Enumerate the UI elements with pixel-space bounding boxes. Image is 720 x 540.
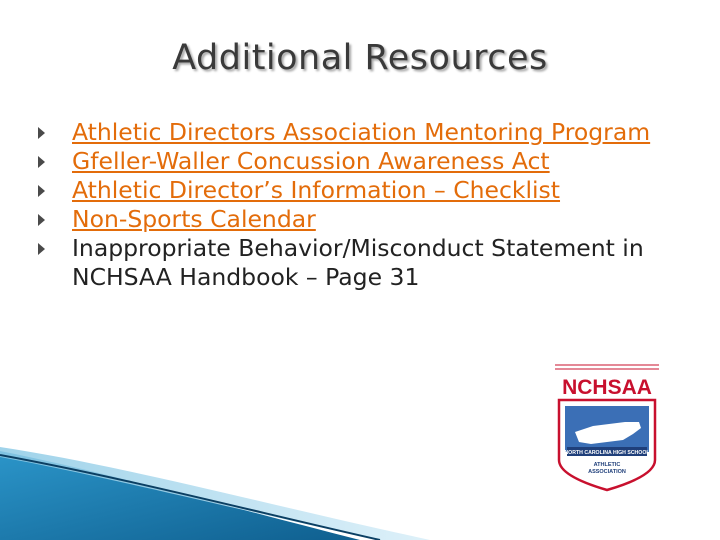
logo-banner: NORTH CAROLINA HIGH SCHOOL (564, 450, 650, 456)
mentoring-program-link[interactable]: Athletic Directors Association Mentoring Program (72, 118, 651, 146)
resource-list (38, 118, 708, 292)
list-item (38, 147, 708, 176)
list-item (38, 234, 708, 292)
checklist-link[interactable]: Athletic Director’s Information – Checklist (72, 176, 561, 204)
bullet-arrow-icon (38, 156, 45, 168)
decorative-swoosh (0, 445, 720, 540)
list-item (38, 176, 708, 205)
bullet-arrow-icon (38, 185, 45, 197)
non-sports-calendar-link[interactable]: Non-Sports Calendar (72, 205, 316, 233)
logo-line2: ASSOCIATION (588, 469, 626, 475)
list-item (38, 205, 708, 234)
handbook-statement-text: Inappropriate Behavior/Misconduct Statement in NCHSAA Handbook – Page 31 (72, 234, 644, 291)
list-item (38, 118, 708, 147)
slide-title: Additional Resources (172, 38, 548, 78)
bullet-arrow-icon (38, 214, 45, 226)
bullet-arrow-icon (38, 127, 45, 139)
logo-wordmark: NCHSAA (562, 376, 652, 399)
bullet-arrow-icon (38, 243, 45, 255)
concussion-act-link[interactable]: Gfeller-Waller Concussion Awareness Act (72, 147, 550, 175)
logo-line1: ATHLETIC (593, 462, 621, 468)
